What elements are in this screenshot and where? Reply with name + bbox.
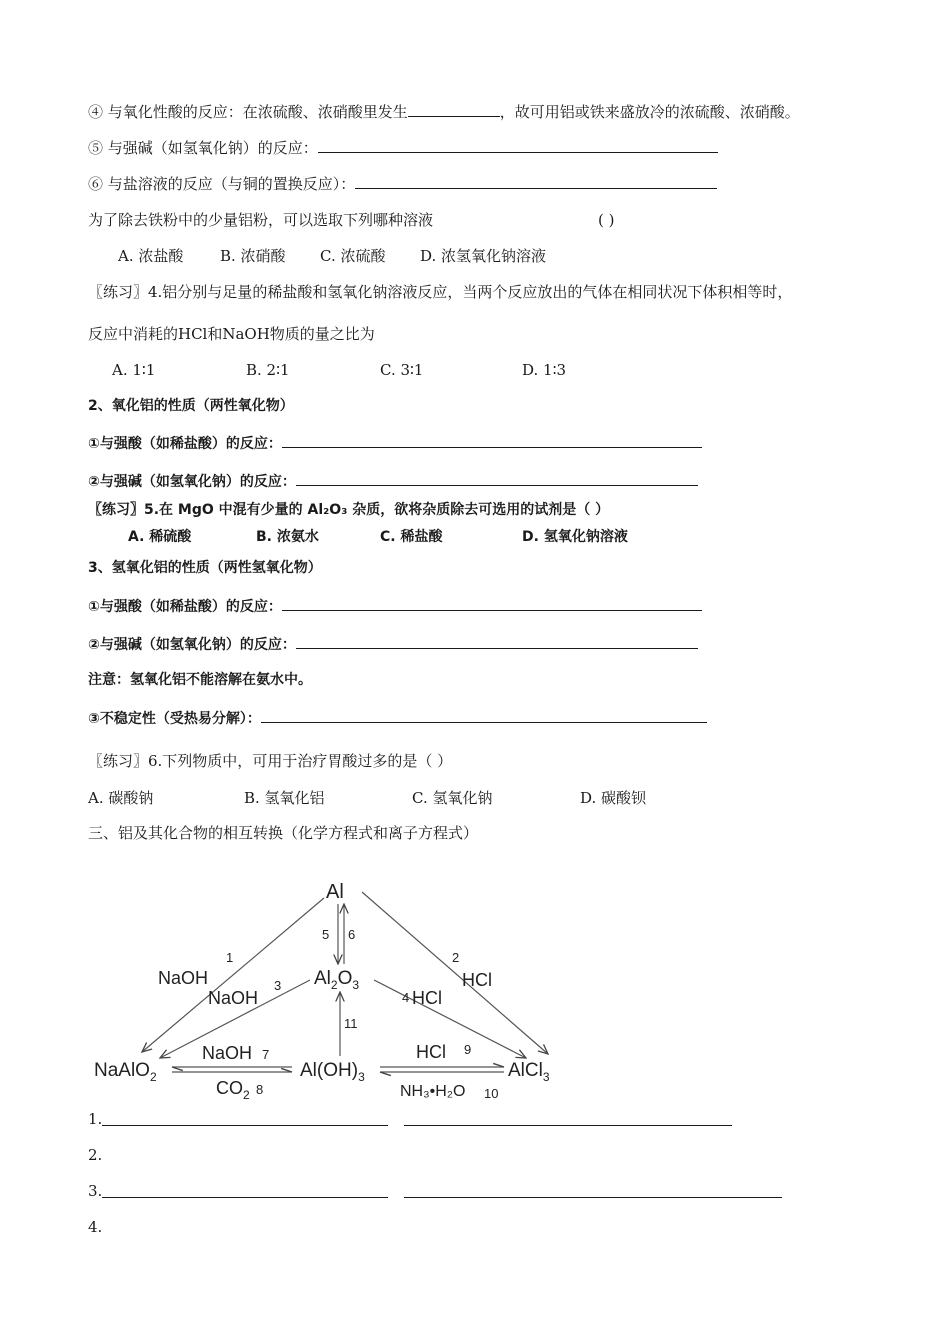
answer-4-number: 4. [88, 1218, 103, 1236]
section-2-title: 2、氧化铝的性质（两性氧化物） [88, 398, 294, 414]
line-strong-base [88, 138, 718, 158]
blank-aloh3-decompose[interactable] [261, 708, 707, 723]
node-al: Al [326, 881, 344, 903]
node-aloh3-sub: 3 [358, 1070, 365, 1084]
question-remove-al [88, 210, 433, 230]
node-al2o3-sub1: 2 [330, 978, 338, 992]
blank-al2o3-base[interactable] [296, 471, 698, 486]
label-hcl9: HCl [416, 1042, 446, 1062]
part-3-title: 三、铝及其化合物的相互转换（化学方程式和离子方程式） [88, 824, 479, 842]
exercise-5-option-c[interactable]: C. 稀盐酸 [380, 529, 443, 545]
section-3-note: 注意：氢氧化铝不能溶解在氨水中。 [88, 672, 312, 688]
node-al2o3-al: Al [314, 968, 331, 989]
label-n1: 1 [226, 950, 234, 965]
exercise-4-option-b[interactable]: B. 2∶1 [246, 361, 290, 379]
exercise-5-option-d[interactable]: D. 氢氧化钠溶液 [522, 529, 628, 545]
label-n2: 2 [452, 950, 460, 965]
label-naoh3: NaOH [208, 988, 259, 1008]
label-nh3h2o: NH₃•H₂O [400, 1083, 466, 1100]
label-n3: 3 [274, 978, 282, 993]
option-d[interactable]: D. 浓氢氧化钠溶液 [420, 247, 547, 265]
answer-1-number: 1. [88, 1110, 103, 1128]
node-aloh3-main: Al(OH) [300, 1060, 359, 1081]
question-remove-al-paren: ( ) [598, 211, 615, 229]
exercise-6-option-d[interactable]: D. 碳酸钡 [580, 789, 647, 807]
exercise-4-option-c[interactable]: C. 3∶1 [380, 361, 424, 379]
section-2-acid [88, 433, 702, 454]
label-n8: 8 [256, 1082, 264, 1097]
exercise-5-option-a[interactable]: A. 稀硫酸 [128, 529, 192, 545]
section-3-acid [88, 596, 702, 617]
line-oxidizing-acid-pre: ④ 与氧化性酸的反应：在浓硫酸、浓硝酸里发生 [88, 103, 408, 121]
option-b[interactable]: B. 浓硝酸 [220, 247, 286, 265]
exercise-4-option-d[interactable]: D. 1∶3 [522, 361, 567, 379]
node-al2o3 [314, 968, 359, 992]
answer-3-number: 3. [88, 1182, 103, 1200]
line-salt-solution-label: ⑥ 与盐溶液的反应（与铜的置换反应）： [88, 175, 356, 193]
answer-3-line-a[interactable] [102, 1197, 388, 1198]
exercise-5: 〖练习〗5.在 MgO 中混有少量的 Al₂O₃ 杂质，欲将杂质除去可选用的试剂是（ ） [88, 502, 610, 518]
line-oxidizing-acid [88, 102, 800, 122]
label-n11: 11 [344, 1016, 358, 1031]
answer-2-number: 2. [88, 1146, 103, 1164]
node-naalo2-sub: 2 [149, 1070, 157, 1084]
option-a[interactable]: A. 浓盐酸 [118, 247, 184, 265]
node-alcl3-sub: 3 [542, 1070, 550, 1084]
node-naalo2 [94, 1060, 157, 1084]
node-naalo2-main: NaAlO [94, 1060, 150, 1081]
blank-strong-base[interactable] [318, 138, 718, 153]
section-3-base [88, 634, 698, 655]
node-al2o3-o: O [337, 968, 353, 989]
blank-aloh3-base[interactable] [296, 634, 698, 649]
label-n7: 7 [262, 1047, 270, 1062]
label-co2-main: CO [216, 1078, 243, 1098]
label-co2 [216, 1078, 250, 1102]
node-alcl3 [508, 1060, 550, 1084]
option-c[interactable]: C. 浓硫酸 [320, 247, 386, 265]
line-strong-base-label: ⑤ 与强碱（如氢氧化钠）的反应： [88, 139, 318, 157]
label-n5: 5 [322, 927, 330, 942]
exercise-5-option-b[interactable]: B. 浓氨水 [256, 529, 319, 545]
label-n6: 6 [348, 927, 356, 942]
answer-3-line-b[interactable] [404, 1197, 782, 1198]
label-n10: 10 [484, 1086, 499, 1101]
label-naoh1: NaOH [158, 968, 209, 988]
section-3-base-label: ②与强碱（如氢氧化钠）的反应： [88, 637, 296, 653]
label-co2-sub: 2 [243, 1088, 250, 1102]
exercise-6: 〖练习〗6.下列物质中，可用于治疗胃酸过多的是（ ） [88, 752, 453, 770]
node-al2o3-sub2: 3 [352, 978, 360, 992]
blank-al2o3-acid[interactable] [282, 433, 702, 448]
answer-1-line-b[interactable] [404, 1125, 732, 1126]
label-naoh7: NaOH [202, 1043, 253, 1063]
exercise-4-line2: 反应中消耗的HCl和NaOH物质的量之比为 [88, 325, 375, 343]
label-n9: 9 [464, 1042, 472, 1057]
question-remove-al-text: 为了除去铁粉中的少量铝粉，可以选取下列哪种溶液 [88, 211, 434, 229]
exercise-6-option-a[interactable]: A. 碳酸钠 [88, 789, 154, 807]
exercise-4-option-a[interactable]: A. 1∶1 [112, 361, 156, 379]
node-aloh3 [300, 1060, 365, 1084]
section-3-decompose [88, 708, 707, 729]
label-hcl4: HCl [412, 988, 442, 1008]
line-salt-solution [88, 174, 717, 194]
arrow-2 [362, 892, 548, 1054]
exercise-4-line1: 〖练习〗4.铝分别与足量的稀盐酸和氢氧化钠溶液反应，当两个反应放出的气体在相同状况下体积相等时， [88, 283, 793, 301]
section-2-acid-label: ①与强酸（如稀盐酸）的反应： [88, 436, 282, 452]
label-n4: 4 [402, 990, 410, 1005]
conversion-diagram [80, 862, 580, 1102]
section-3-decompose-label: ③不稳定性（受热易分解）： [88, 711, 261, 727]
blank-salt-solution[interactable] [355, 174, 717, 189]
label-hcl2: HCl [462, 970, 492, 990]
blank-aloh3-acid[interactable] [282, 596, 702, 611]
line-oxidizing-acid-post: ，故可用铝或铁来盛放冷的浓硫酸、浓硝酸。 [499, 103, 800, 121]
blank-passivation[interactable] [408, 102, 500, 117]
section-2-base-label: ②与强碱（如氢氧化钠）的反应： [88, 474, 296, 490]
section-3-acid-label: ①与强酸（如稀盐酸）的反应： [88, 599, 282, 615]
section-3-title: 3、氢氧化铝的性质（两性氢氧化物） [88, 560, 322, 576]
node-alcl3-main: AlCl [508, 1060, 543, 1081]
arrow-4 [374, 980, 526, 1058]
exercise-6-option-b[interactable]: B. 氢氧化铝 [244, 789, 325, 807]
section-2-base [88, 471, 698, 492]
exercise-6-option-c[interactable]: C. 氢氧化钠 [412, 789, 493, 807]
answer-1-line-a[interactable] [102, 1125, 388, 1126]
